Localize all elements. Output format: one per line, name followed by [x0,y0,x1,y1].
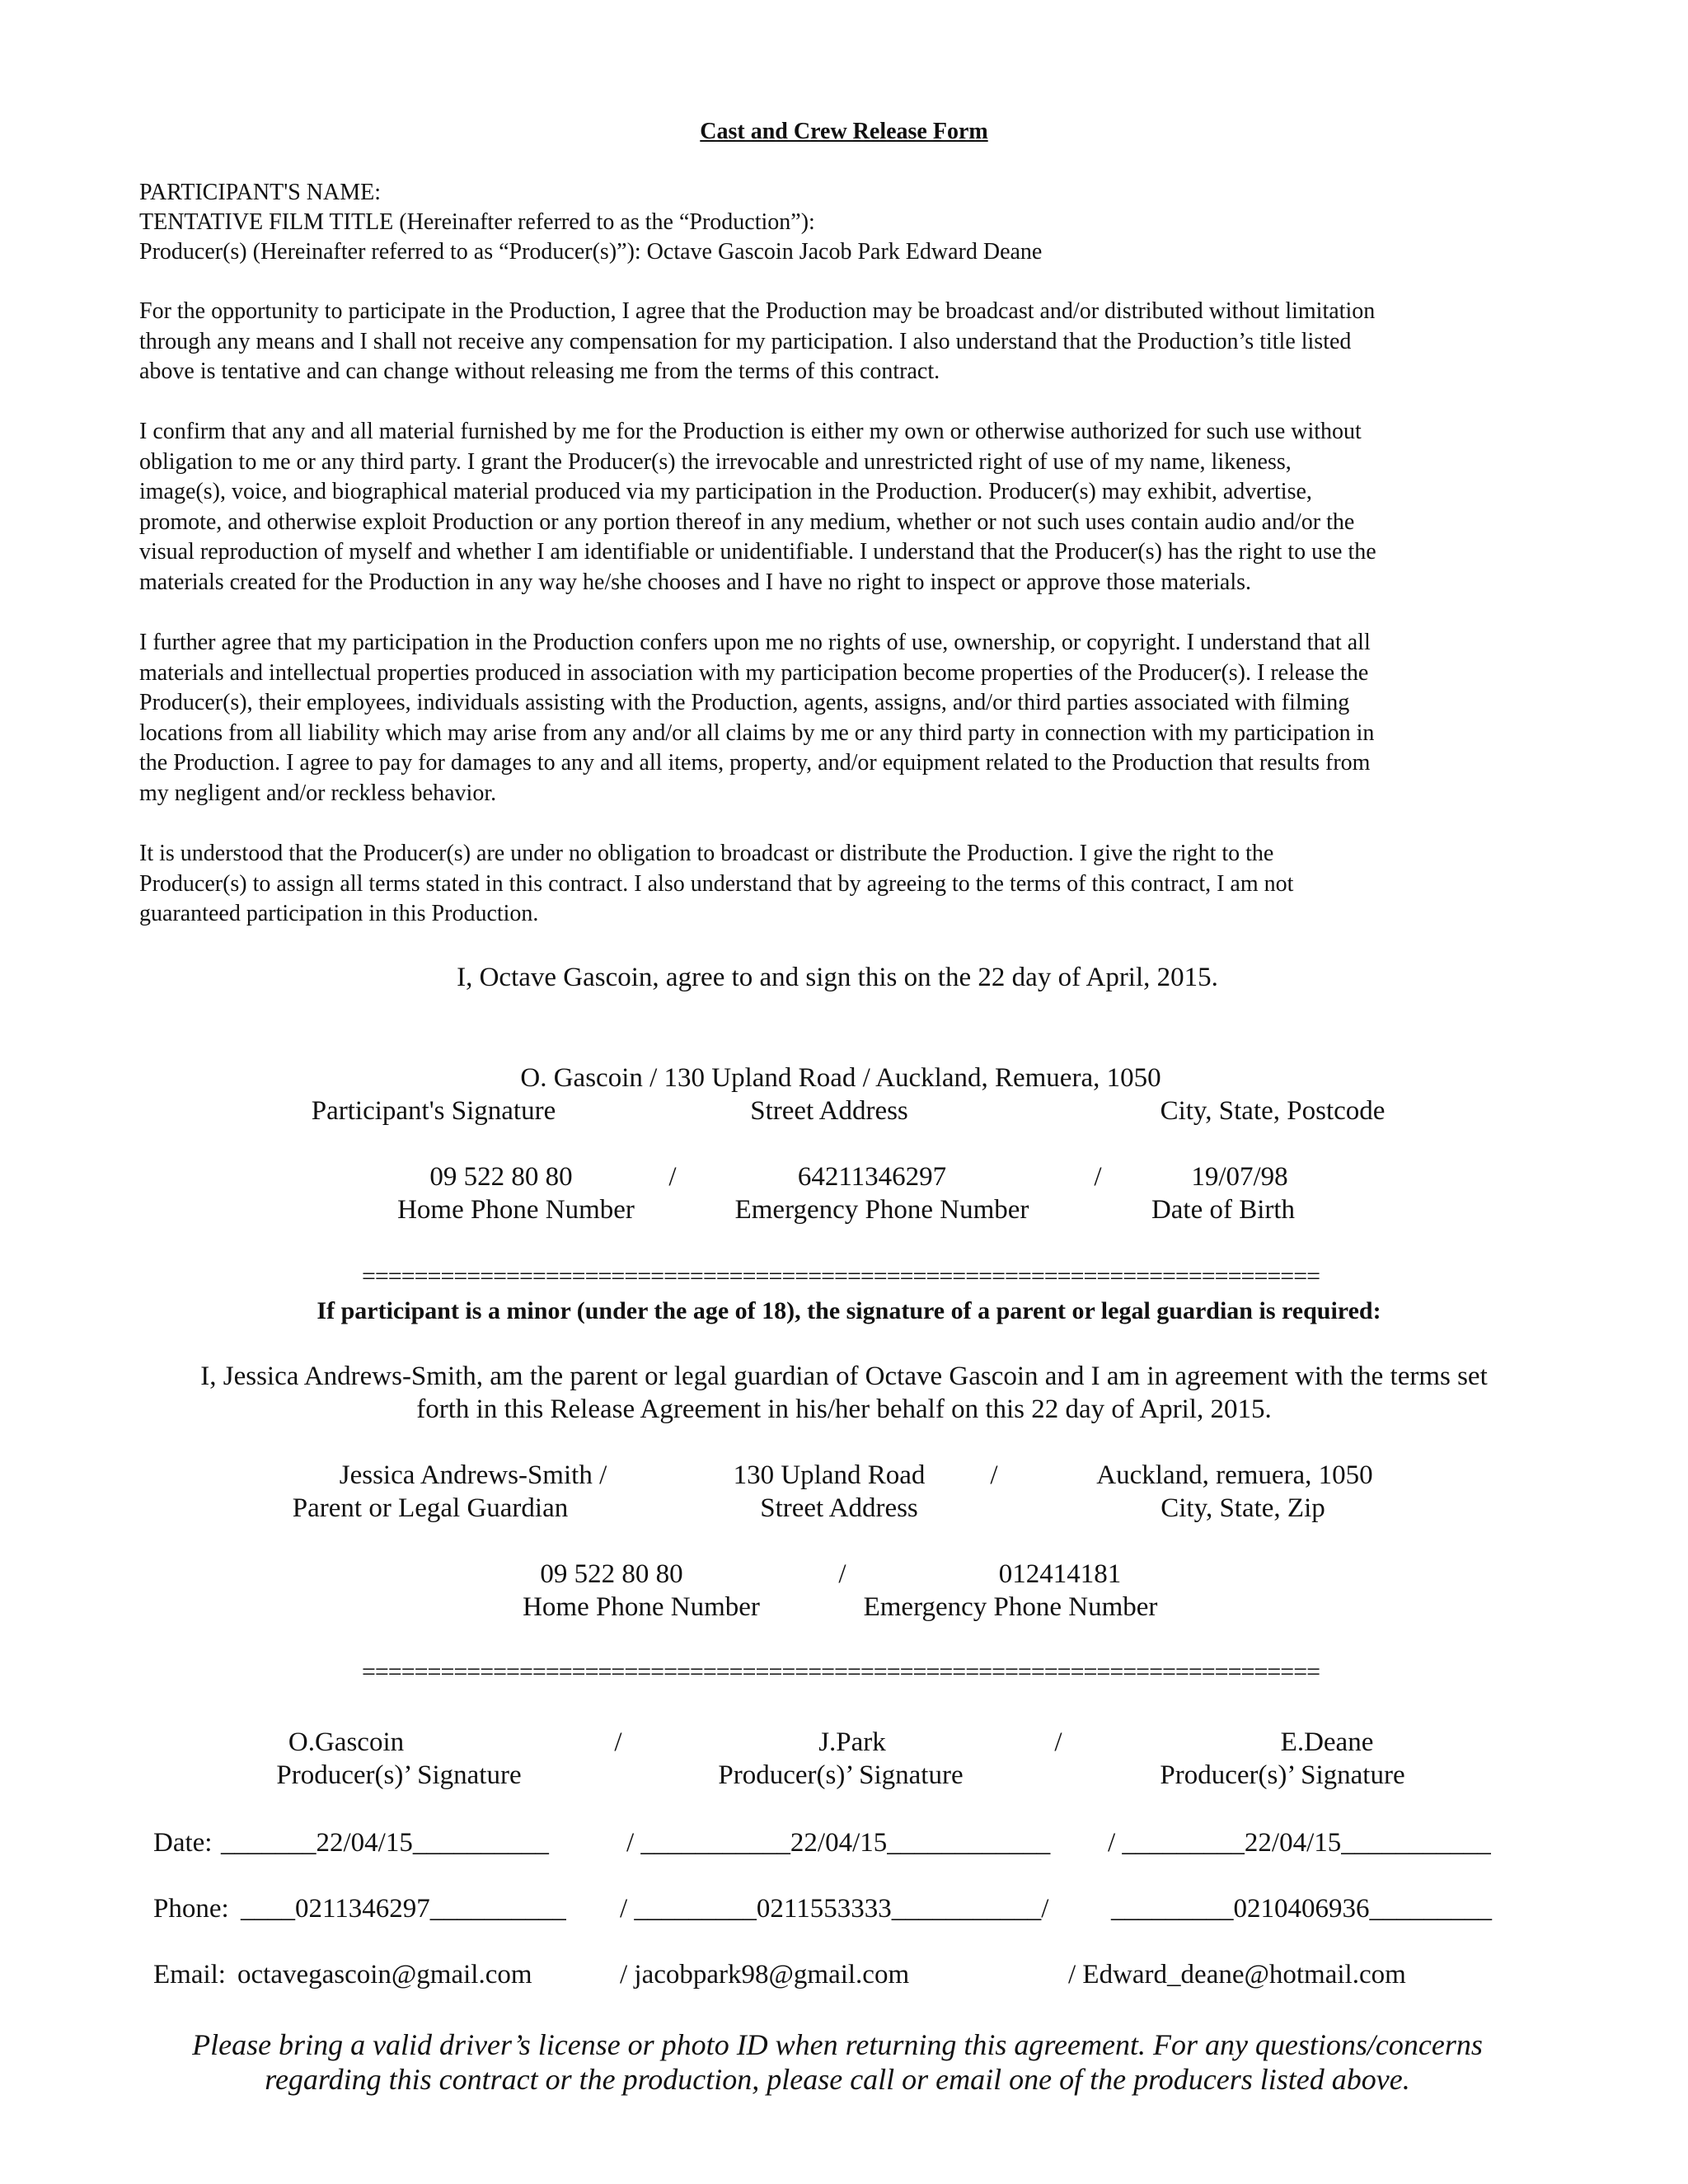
separator-slash: / [1094,1162,1102,1192]
paragraph-rights [139,628,1550,808]
paragraph-line: Producer(s) to assign all terms stated in this contract. I also understand that by agreeing to the terms of this contract, I am not [139,870,1294,897]
guardian-street: 130 Upland Road [733,1460,926,1490]
separator-slash: / [1054,1727,1062,1757]
date-field-1: _______22/04/15__________ [221,1828,549,1858]
date-of-birth-value: 19/07/98 [1191,1162,1288,1192]
guardian-statement-line: forth in this Release Agreement in his/her behalf on this 22 day of April, 2015. [416,1394,1272,1424]
guardian-emergency-phone: 012414181 [998,1559,1122,1589]
email-field-3: / Edward_deane@hotmail.com [1068,1960,1406,1990]
phone-field-3: _________0210406936_________ [1111,1894,1492,1924]
paragraph-line: the Production. I agree to pay for damages to any and all items, property, and/or equipment related to the Production that results from [139,750,1371,776]
date-of-birth-label: Date of Birth [1151,1195,1296,1225]
minor-notice: If participant is a minor (under the age of 18), the signature of a parent or legal guardian is required: [316,1297,1381,1324]
home-phone-value: 09 522 80 80 [429,1162,573,1192]
emergency-phone-value: 64211346297 [797,1162,947,1192]
paragraph-line: For the opportunity to participate in the Production, I agree that the Production may be broadcast and/or distributed without limitation [139,298,1376,324]
producer-signature-label: Producer(s)’ Signature [1160,1760,1405,1790]
paragraph-line: promote, and otherwise exploit Production or any portion thereof in any medium, whether or not such uses contain audio and/or the [139,509,1355,535]
participant-name-label: PARTICIPANT'S NAME: [139,180,382,205]
email-label: Email: [153,1960,226,1990]
paragraph-line: obligation to me or any third party. I grant the Producer(s) the irrevocable and unrestricted right of use of my name, likeness, [139,448,1292,475]
producers-label: Producer(s) (Hereinafter referred to as “Producer(s)”): Octave Gascoin Jacob Park Edward Deane [139,239,1043,265]
participant-signature-label: Participant's Signature [311,1096,556,1126]
paragraph-line: locations from all liability which may arise from any and/or all claims by me or any third party in connection with my participation in [139,719,1375,746]
street-address-label: Street Address [750,1096,908,1126]
section-divider: ========================================================================= [361,1263,1320,1290]
date-field-3: / _________22/04/15___________ [1108,1828,1491,1858]
paragraph-line: I further agree that my participation in the Production confers upon me no rights of use, ownership, or copyright. I understand that all [139,630,1371,655]
separator-slash: / [668,1162,677,1192]
separator-slash: / [990,1460,998,1490]
paragraph-materials [139,417,1550,598]
section-divider: ========================================================================= [361,1658,1320,1685]
paragraph-line: Producer(s), their employees, individuals assisting with the Production, agents, assigns, and/or third parties associated with filming [139,690,1350,715]
producer-signature-1: O.Gascoin [288,1727,405,1757]
phone-label: Phone: [153,1894,229,1924]
guardian-name: Jessica Andrews-Smith / [339,1460,607,1490]
paragraph-line: through any means and I shall not receive any compensation for my participation. I also understand that the Production’s title listed [139,328,1352,354]
date-label: Date: [153,1828,213,1858]
city-state-postcode-label: City, State, Postcode [1160,1096,1386,1126]
separator-slash: / [838,1559,846,1589]
street-address-label: Street Address [760,1493,918,1523]
emergency-phone-label: Emergency Phone Number [734,1195,1029,1225]
producer-signature-label: Producer(s)’ Signature [276,1760,522,1790]
paragraph-line: image(s), voice, and biographical material produced via my participation in the Production. Producer(s) may exhibit, advertise, [139,479,1312,504]
date-field-2: / ___________22/04/15____________ [626,1828,1051,1858]
guardian-city: Auckland, remuera, 1050 [1096,1460,1373,1490]
paragraph-line: materials and intellectual properties produced in association with my participation become properties of the Producer(s). I release the [139,659,1369,686]
paragraph-line: my negligent and/or reckless behavior. [139,780,497,806]
guardian-label: Parent or Legal Guardian [292,1493,569,1523]
footer-note-line: Please bring a valid driver’s license or photo ID when returning this agreement. For any questions/concerns [192,2028,1483,2061]
paragraph-line: guaranteed participation in this Production. [139,901,539,926]
film-title-label: TENTATIVE FILM TITLE (Hereinafter referred to as the “Production”): [139,209,815,235]
producer-signature-label: Producer(s)’ Signature [718,1760,964,1790]
emergency-phone-label: Emergency Phone Number [863,1592,1158,1622]
city-state-zip-label: City, State, Zip [1160,1493,1325,1523]
paragraph-line: materials created for the Production in any way he/she chooses and I have no right to inspect or approve those materials. [139,569,1252,595]
paragraph-line: above is tentative and can change without releasing me from the terms of this contract. [139,359,940,384]
home-phone-label: Home Phone Number [523,1592,760,1622]
home-phone-label: Home Phone Number [397,1195,635,1225]
producer-signature-2: J.Park [818,1727,886,1757]
footer-note-line: regarding this contract or the production, please call or email one of the producers listed above. [265,2063,1410,2096]
paragraph-line: visual reproduction of myself and whether I am identifiable or unidentifiable. I understand that the Producer(s) has the right to use the [139,539,1376,565]
participant-signature-line: O. Gascoin / 130 Upland Road / Auckland, Remuera, 1050 [520,1063,1161,1093]
guardian-home-phone: 09 522 80 80 [540,1559,683,1589]
paragraph-line: It is understood that the Producer(s) are under no obligation to broadcast or distribute the Production. I give the right to the [139,841,1274,866]
phone-field-1: ____0211346297__________ [241,1894,566,1924]
paragraph-obligation [139,839,1550,930]
producer-signature-3: E.Deane [1280,1727,1374,1757]
phone-field-2: / _________0211553333___________/ [620,1894,1049,1924]
form-title: Cast and Crew Release Form [700,119,988,144]
paragraph-line: I confirm that any and all material furnished by me for the Production is either my own or otherwise authorized for such use without [139,419,1362,444]
paragraph-broadcast [139,297,1550,387]
separator-slash: / [614,1727,622,1757]
email-field-2: / jacobpark98@gmail.com [620,1960,910,1990]
email-field-1: octavegascoin@gmail.com [237,1960,532,1990]
agreement-statement: I, Octave Gascoin, agree to and sign this on the 22 day of April, 2015. [457,963,1218,992]
guardian-statement-line: I, Jessica Andrews-Smith, am the parent or legal guardian of Octave Gascoin and I am in agreement with the terms set [200,1361,1488,1391]
